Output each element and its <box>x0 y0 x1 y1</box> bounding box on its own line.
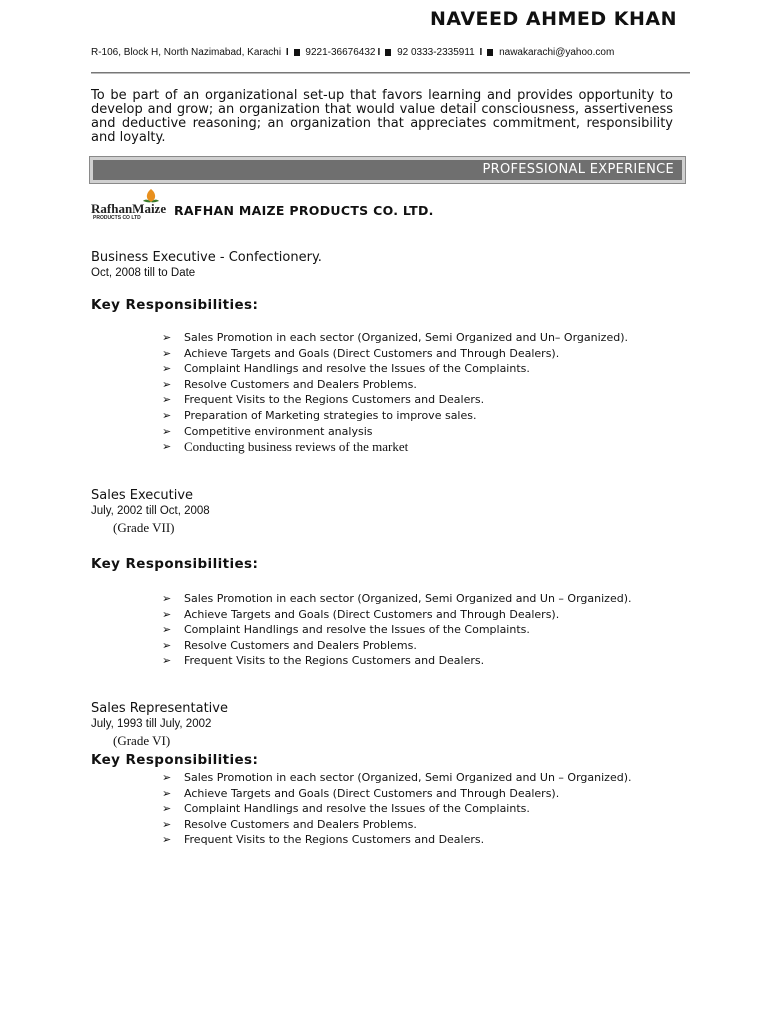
list-item: ➢ Complaint Handlings and resolve the Issues of the Complaints. <box>162 623 530 637</box>
arrowhead-bullet-icon: ➢ <box>162 638 172 652</box>
contact-line <box>91 47 614 58</box>
responsibility-list <box>162 330 655 455</box>
list-item: ➢ Competitive environment analysis <box>162 424 373 438</box>
list-item: ➢ Conducting business reviews of the market <box>162 439 409 455</box>
phone-icon <box>294 49 300 56</box>
list-item: ➢ Complaint Handlings and resolve the Issues of the Complaints. <box>162 362 530 376</box>
key-responsibilities-label: Key Responsibilities: <box>91 752 259 768</box>
job-grade: (Grade VII) <box>113 520 175 535</box>
list-item: ➢ Frequent Visits to the Regions Customers and Dealers. <box>162 833 485 847</box>
job-grade: (Grade VI) <box>113 733 171 748</box>
arrowhead-bullet-icon: ➢ <box>162 833 172 847</box>
key-responsibilities-heading <box>91 751 691 769</box>
arrowhead-bullet-icon: ➢ <box>162 331 172 344</box>
logo-subtext: PRODUCTS CO LTD <box>93 215 141 221</box>
job-title: Business Executive - Confectionery. <box>91 250 322 265</box>
key-responsibilities-label: Key Responsibilities: <box>91 297 259 313</box>
company-block <box>91 187 591 221</box>
arrowhead-bullet-icon: ➢ <box>162 441 172 454</box>
job-entry <box>91 701 691 749</box>
job-date: July, 1993 till July, 2002 <box>91 718 212 730</box>
phone-1: 9221-36676432 <box>305 47 376 58</box>
list-item: ➢ Resolve Customers and Dealers Problems. <box>162 377 417 391</box>
job-title: Sales Executive <box>91 488 194 503</box>
separator-icon: I <box>285 47 289 58</box>
logo-text: RafhanMaize <box>91 201 167 216</box>
arrowhead-bullet-icon: ➢ <box>162 654 172 668</box>
list-item: ➢ Sales Promotion in each sector (Organized, Semi Organized and Un – Organized). <box>162 771 632 784</box>
responsibility-list <box>162 770 655 848</box>
list-item: ➢ Frequent Visits to the Regions Customers and Dealers. <box>162 654 485 668</box>
list-item: ➢ Complaint Handlings and resolve the Issues of the Complaints. <box>162 802 530 816</box>
arrowhead-bullet-icon: ➢ <box>162 393 172 407</box>
arrowhead-bullet-icon: ➢ <box>162 424 172 438</box>
list-item: ➢ Achieve Targets and Goals (Direct Customers and Through Dealers). <box>162 786 560 800</box>
arrowhead-bullet-icon: ➢ <box>162 817 172 831</box>
job-date: Oct, 2008 till to Date <box>91 267 196 279</box>
list-item: ➢ Sales Promotion in each sector (Organized, Semi Organized and Un – Organized). <box>162 592 632 605</box>
section-title: PROFESSIONAL EXPERIENCE <box>93 160 682 180</box>
separator-icon: I <box>479 47 483 58</box>
header-divider <box>91 72 690 74</box>
objective-paragraph: To be part of an organizational set-up that favors learning and provides opportunity to develop and grow; an organization that would value detail consciousness, assertiveness and deductive reasoning; an organization that appreciates commitment, responsibility and loyalty. <box>91 88 673 145</box>
arrowhead-bullet-icon: ➢ <box>162 377 172 391</box>
list-item: ➢ Sales Promotion in each sector (Organized, Semi Organized and Un– Organized). <box>162 331 628 344</box>
arrowhead-bullet-icon: ➢ <box>162 362 172 376</box>
arrowhead-bullet-icon: ➢ <box>162 802 172 816</box>
job-entry <box>91 250 691 281</box>
address: R-106, Block H, North Nazimabad, Karachi <box>91 47 282 58</box>
arrowhead-bullet-icon: ➢ <box>162 786 172 800</box>
phone-2: 92 0333-2335911 <box>397 47 475 58</box>
list-item: ➢ Frequent Visits to the Regions Customers and Dealers. <box>162 393 485 407</box>
job-title: Sales Representative <box>91 701 228 716</box>
list-item: ➢ Achieve Targets and Goals (Direct Customers and Through Dealers). <box>162 607 560 621</box>
arrowhead-bullet-icon: ➢ <box>162 592 172 605</box>
email: nawakarachi@yahoo.com <box>499 47 615 58</box>
arrowhead-bullet-icon: ➢ <box>162 408 172 422</box>
list-item: ➢ Resolve Customers and Dealers Problems. <box>162 817 417 831</box>
list-item: ➢ Achieve Targets and Goals (Direct Customers and Through Dealers). <box>162 346 560 360</box>
arrowhead-bullet-icon: ➢ <box>162 771 172 784</box>
arrowhead-bullet-icon: ➢ <box>162 346 172 360</box>
list-item: ➢ Preparation of Marketing strategies to improve sales. <box>162 408 477 422</box>
list-item: ➢ Resolve Customers and Dealers Problems. <box>162 638 417 652</box>
key-responsibilities-label: Key Responsibilities: <box>91 556 259 572</box>
key-responsibilities-heading <box>91 296 691 314</box>
responsibility-list <box>162 591 655 669</box>
key-responsibilities-heading <box>91 555 691 573</box>
phone-icon <box>385 49 391 56</box>
company-name: RAFHAN MAIZE PRODUCTS CO. LTD. <box>174 203 434 218</box>
job-date: July, 2002 till Oct, 2008 <box>91 505 210 517</box>
separator-icon: I <box>377 47 381 58</box>
section-header-bar <box>89 156 686 184</box>
job-entry <box>91 488 691 536</box>
email-icon <box>487 49 493 56</box>
candidate-name: NAVEED AHMED KHAN <box>430 8 677 30</box>
arrowhead-bullet-icon: ➢ <box>162 607 172 621</box>
arrowhead-bullet-icon: ➢ <box>162 623 172 637</box>
company-logo <box>91 187 171 221</box>
